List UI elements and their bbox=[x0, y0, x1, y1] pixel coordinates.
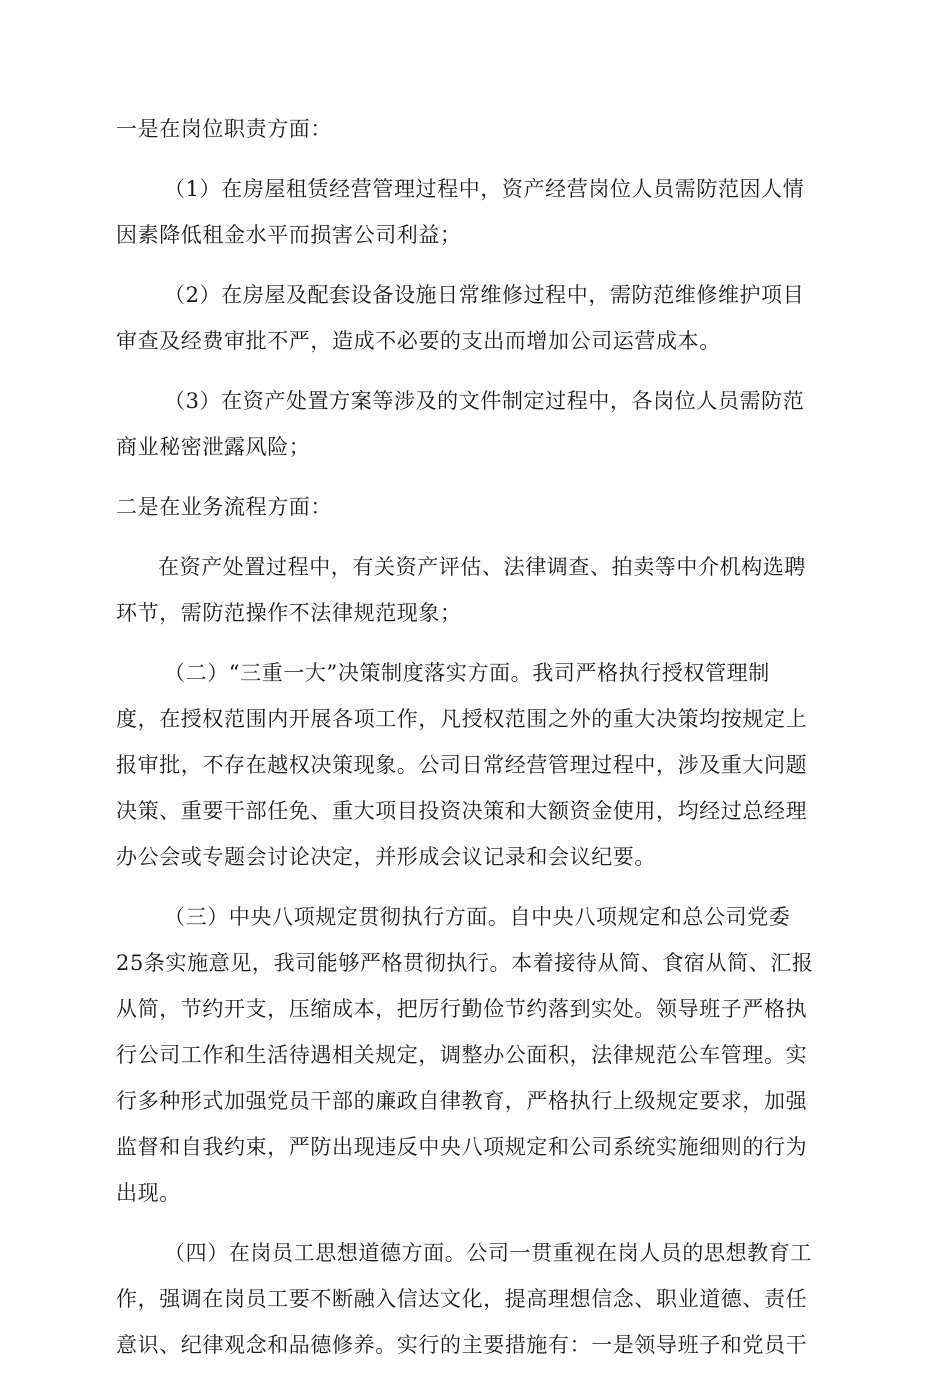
paragraph-item-3 bbox=[116, 378, 836, 470]
text-line: 二是在业务流程方面： bbox=[116, 495, 332, 519]
paragraph-section-4 bbox=[116, 1230, 836, 1368]
text-line: 从简，节约开支，压缩成本，把厉行勤俭节约落到实处。领导班子严格执 bbox=[116, 997, 808, 1021]
text-line: 行公司工作和生活待遇相关规定，调整办公面积，法律规范公车管理。实 bbox=[116, 1043, 808, 1067]
text-line: （三）中央八项规定贯彻执行方面。自中央八项规定和总公司党委 bbox=[164, 905, 791, 929]
paragraph-section-2 bbox=[116, 650, 836, 880]
paragraph-item-2 bbox=[116, 272, 836, 364]
text-line: （二）“三重一大”决策制度落实方面。我司严格执行授权管理制 bbox=[164, 661, 770, 685]
document-body bbox=[116, 106, 836, 1382]
text-line: 度，在授权范围内开展各项工作，凡授权范围之外的重大决策均按规定上 bbox=[116, 707, 808, 731]
text-line: 监督和自我约束，严防出现违反中央八项规定和公司系统实施细则的行为 bbox=[116, 1135, 808, 1159]
text-line: 环节，需防范操作不法律规范现象； bbox=[116, 601, 462, 625]
paragraph-process bbox=[116, 544, 836, 636]
text-line: 意识、纪律观念和品德修养。实行的主要措施有：一是领导班子和党员干 bbox=[116, 1333, 808, 1357]
paragraph-item-1 bbox=[116, 166, 836, 258]
text-line: 决策、重要干部任免、重大项目投资决策和大额资金使用，均经过总经理 bbox=[116, 799, 808, 823]
text-line: 在资产处置过程中，有关资产评估、法律调查、拍卖等中介机构选聘 bbox=[158, 555, 806, 579]
text-line: 行多种形式加强党员干部的廉政自律教育，严格执行上级规定要求，加强 bbox=[116, 1089, 808, 1113]
text-line: 25条实施意见，我司能够严格贯彻执行。本着接待从简、食宿从简、汇报 bbox=[116, 951, 814, 975]
text-line: 商业秘密泄露风险； bbox=[116, 435, 311, 459]
text-line: 因素降低租金水平而损害公司利益； bbox=[116, 223, 462, 247]
text-line: 一是在岗位职责方面： bbox=[116, 117, 332, 141]
text-line: （2）在房屋及配套设备设施日常维修过程中，需防范维修维护项目 bbox=[164, 283, 805, 307]
text-line: （3）在资产处置方案等涉及的文件制定过程中，各岗位人员需防范 bbox=[164, 389, 805, 413]
paragraph-heading-business-process bbox=[116, 484, 836, 530]
text-line: （1）在房屋租赁经营管理过程中，资产经营岗位人员需防范因人情 bbox=[164, 177, 805, 201]
text-line: 报审批，不存在越权决策现象。公司日常经营管理过程中，涉及重大问题 bbox=[116, 753, 808, 777]
text-line: 办公会或专题会讨论决定，并形成会议记录和会议纪要。 bbox=[116, 845, 656, 869]
paragraph-heading-post-duties bbox=[116, 106, 836, 152]
paragraph-section-3 bbox=[116, 894, 836, 1216]
text-line: 审查及经费审批不严，造成不必要的支出而增加公司运营成本。 bbox=[116, 329, 721, 353]
text-line: 作，强调在岗员工要不断融入信达文化，提高理想信念、职业道德、责任 bbox=[116, 1287, 808, 1311]
text-line: （四）在岗员工思想道德方面。公司一贯重视在岗人员的思想教育工 bbox=[164, 1241, 812, 1265]
text-line: 出现。 bbox=[116, 1181, 181, 1205]
